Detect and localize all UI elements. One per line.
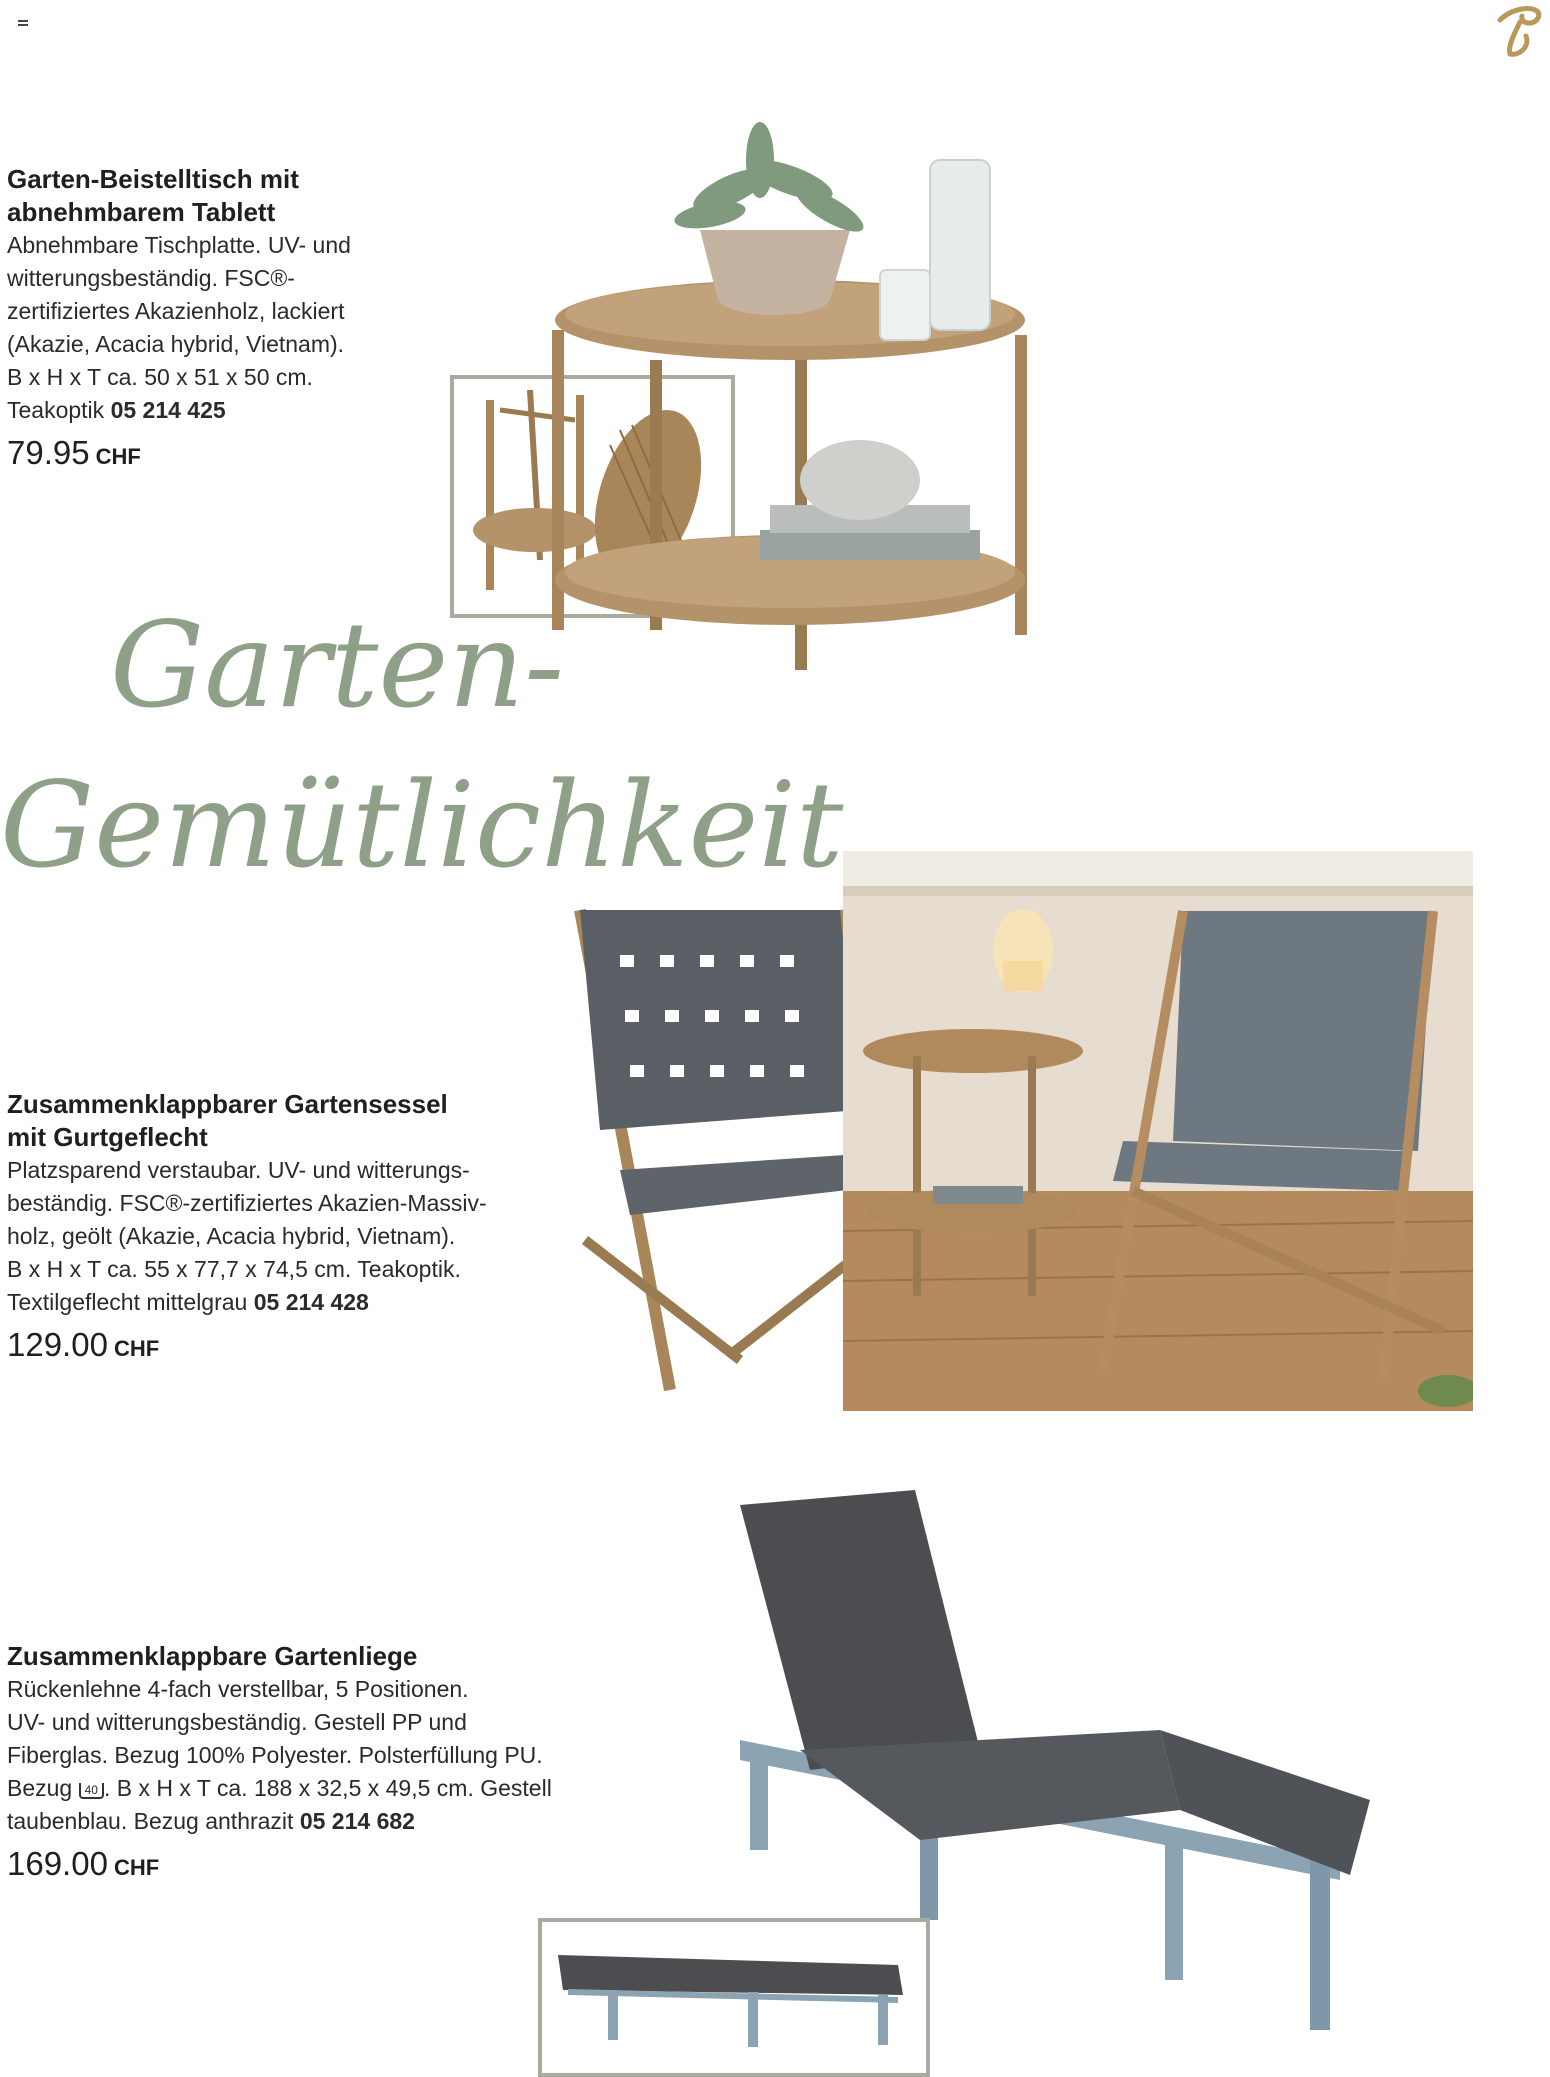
product-description: Rückenlehne 4-fach verstellbar, 5 Positionen. UV- und witterungsbeständig. Gestell PP und Fiberglas. Bezug 100% Polyester. Polsterfüllung PU. Bezug 40 . B x H x T ca. 188 x 32,5 x 49,5 cm. Gestell taubenblau. Bezug anthrazit 05 214 682 xyxy=(7,1676,552,1834)
price: 79.95 CHF xyxy=(7,434,141,471)
price: 129.00 CHF xyxy=(7,1326,160,1363)
price: 169.00 CHF xyxy=(7,1845,160,1882)
side-table xyxy=(552,122,1027,670)
product-title: Garten-Beistelltisch mit abnehmbarem Tablett xyxy=(7,164,299,227)
wash-40-icon: 40 xyxy=(79,1783,104,1799)
product-title: Zusammenklappbarer Gartensessel mit Gurtgeflecht xyxy=(7,1089,448,1152)
article-number: 05 214 425 xyxy=(110,397,226,423)
product-title: Zusammenklappbare Gartenliege xyxy=(7,1641,418,1671)
article-number: 05 214 682 xyxy=(299,1808,415,1834)
product-2-info xyxy=(7,1088,567,1369)
hamburger-icon[interactable] xyxy=(18,20,28,28)
product-description: Platzsparend verstaubar. UV- und witterungs- beständig. FSC®-zertifiziertes Akazien-Massiv- holz, geölt (Akazie, Acacia hybrid, Vietnam). B x H x T ca. 55 x 77,7 x 74,5 cm. Teakoptik. Textilgeflecht mittelgrau 05 214 428 xyxy=(7,1157,487,1315)
lounger-flat-detail-image xyxy=(548,1950,918,2060)
product-description: Abnehmbare Tischplatte. UV- und witterungsbeständig. FSC®- zertifiziertes Akazienholz, lackiert (Akazie, Acacia hybrid, Vietnam). B x H x T ca. 50 x 51 x 50 cm. Teakoptik 05 214 425 xyxy=(7,232,351,423)
headline-line-2: Gemütlichkeit xyxy=(0,756,844,894)
headline-line-1: Garten- xyxy=(110,596,565,734)
tchibo-logo-icon xyxy=(1486,0,1550,64)
product-1-info xyxy=(7,163,527,477)
garden-scene-photo xyxy=(843,851,1473,1411)
article-number: 05 214 428 xyxy=(253,1289,369,1315)
product-3-info xyxy=(7,1640,627,1888)
